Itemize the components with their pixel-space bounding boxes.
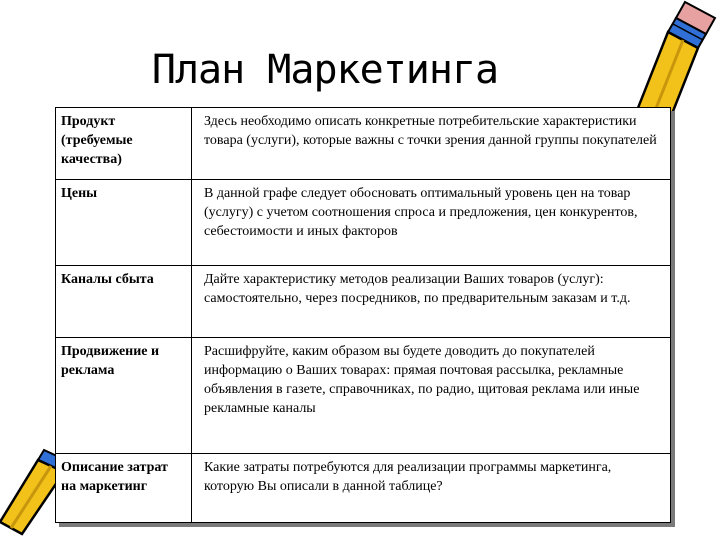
table-row	[56, 338, 671, 454]
row-description: Дайте характеристику методов реализации Ваших товаров (услуг): самостоятельно, через посредников, по предварительным заказам и т.д.	[192, 266, 671, 338]
row-description: Здесь необходимо описать конкретные потребительские характеристики товара (услуги), которые важны с точки зрения данной группы покупателей	[192, 108, 671, 180]
table-row	[56, 266, 671, 338]
page-title: План Маркетинга	[151, 47, 499, 93]
table-row	[56, 180, 671, 266]
row-label: Каналы сбыта	[56, 266, 192, 338]
row-label: Продукт (требуемые качества)	[56, 108, 192, 180]
marketing-plan-table	[55, 107, 671, 523]
row-label: Цены	[56, 180, 192, 266]
row-description: В данной графе следует обосновать оптимальный уровень цен на товар (услугу) с учетом соотношения спроса и предложения, цен конкурентов, себестоимости и иных факторов	[192, 180, 671, 266]
row-label: Продвижение и реклама	[56, 338, 192, 454]
row-description: Какие затраты потребуются для реализации программы маркетинга, которую Вы описали в данной таблице?	[192, 454, 671, 523]
row-label: Описание затрат на маркетинг	[56, 454, 192, 523]
table-row	[56, 454, 671, 523]
table-row	[56, 108, 671, 180]
row-description: Расшифруйте, каким образом вы будете доводить до покупателей информацию о Ваших товарах: прямая почтовая рассылка, рекламные объявления в газете, справочниках, по радио, щитовая реклама или иные рекламные каналы	[192, 338, 671, 454]
